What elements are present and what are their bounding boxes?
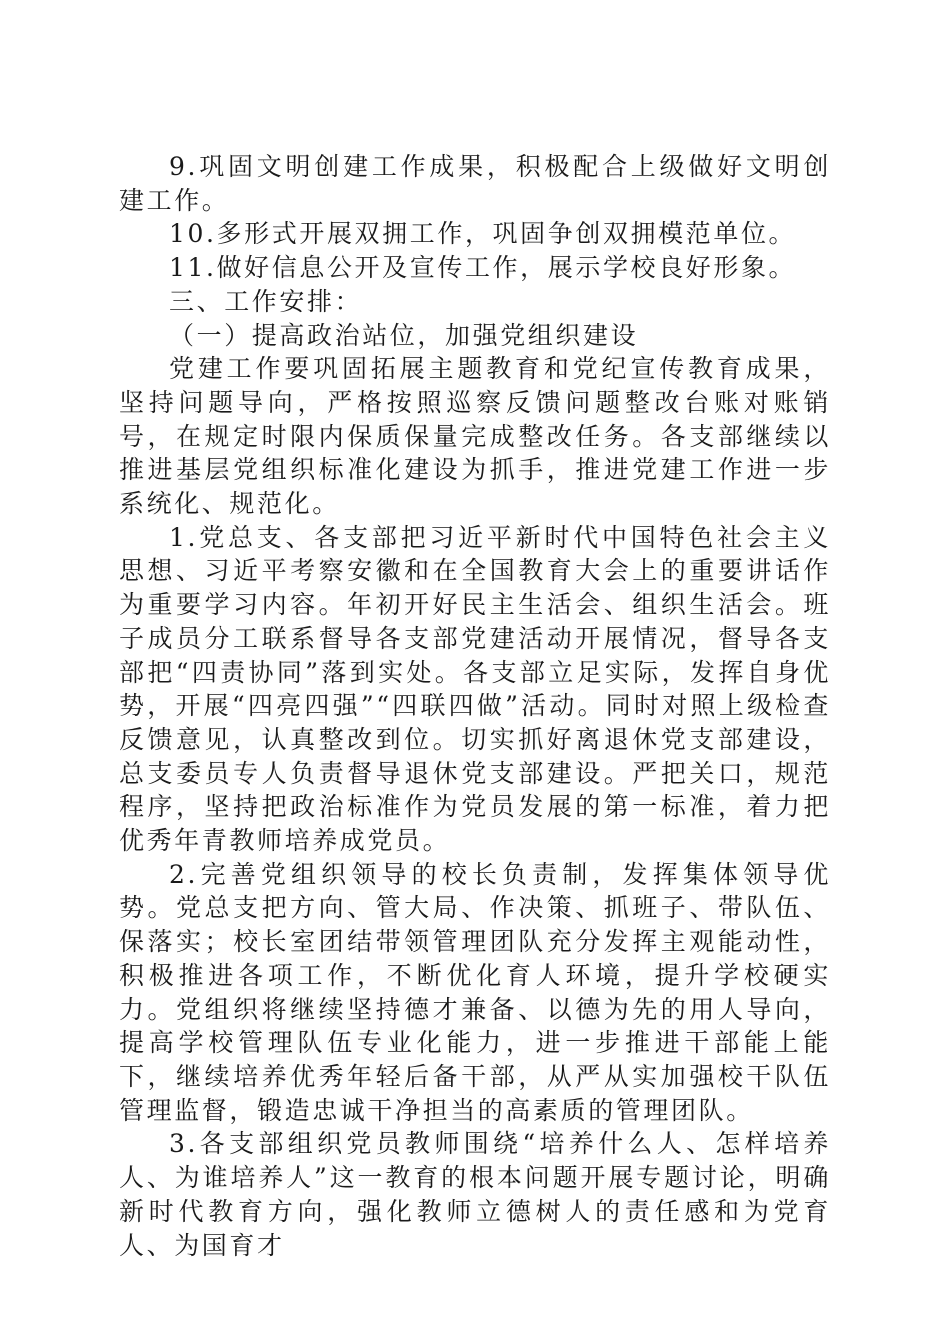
paragraph-point-2: 2.完善党组织领导的校长负责制，发挥集体领导优势。党总支把方向、管大局、作决策、抓班子、带队伍、保落实；校长室团结带领管理团队充分发挥主观能动性，积极推进各项工作，不断优化育人环境，提升学校硬实力。党组织将继续坚持德才兼备、以德为先的用人导向，提高学校管理队伍专业化能力，进一步推进干部能上能下，继续培养优秀年轻后备干部，从严从实加强校干队伍管理监督，锻造忠诚干净担当的高素质的管理团队。 bbox=[119, 859, 831, 1125]
section-heading-work-arrangement: 三、工作安排： bbox=[169, 286, 363, 316]
document-body bbox=[119, 150, 831, 1262]
subsection-heading-1: （一）提高政治站位，加强党组织建设 bbox=[169, 320, 639, 350]
paragraph-party-building-intro: 党建工作要巩固拓展主题教育和党纪宣传教育成果，坚持问题导向，严格按照巡察反馈问题整改台账对账销号，在规定时限内保质保量完成整改任务。各支部继续以推进基层党组织标准化建设为抓手，推进党建工作进一步系统化、规范化。 bbox=[119, 354, 831, 519]
paragraph-point-3: 3.各支部组织党员教师围绕“培养什么人、怎样培养人、为谁培养人”这一教育的根本问题开展专题讨论，明确新时代教育方向，强化教师立德树人的责任感和为党育人、为国育才 bbox=[119, 1129, 831, 1260]
paragraph-item-9: 9.巩固文明创建工作成果，积极配合上级做好文明创建工作。 bbox=[119, 152, 831, 215]
paragraph-item-11: 11.做好信息公开及宣传工作，展示学校良好形象。 bbox=[169, 253, 797, 283]
paragraph-item-10: 10.多形式开展双拥工作，巩固争创双拥模范单位。 bbox=[169, 219, 797, 249]
paragraph-point-1: 1.党总支、各支部把习近平新时代中国特色社会主义思想、习近平考察安徽和在全国教育大会上的重要讲话作为重要学习内容。年初开好民主生活会、组织生活会。班子成员分工联系督导各支部党建活动开展情况，督导各支部把“四责协同”落到实处。各支部立足实际，发挥自身优势，开展“四亮四强”“四联四做”活动。同时对照上级检查反馈意见，认真整改到位。切实抓好离退休党支部建设，总支委员专人负责督导退休党支部建设。严把关口，规范程序，坚持把政治标准作为党员发展的第一标准，着力把优秀年青教师培养成党员。 bbox=[119, 522, 831, 856]
